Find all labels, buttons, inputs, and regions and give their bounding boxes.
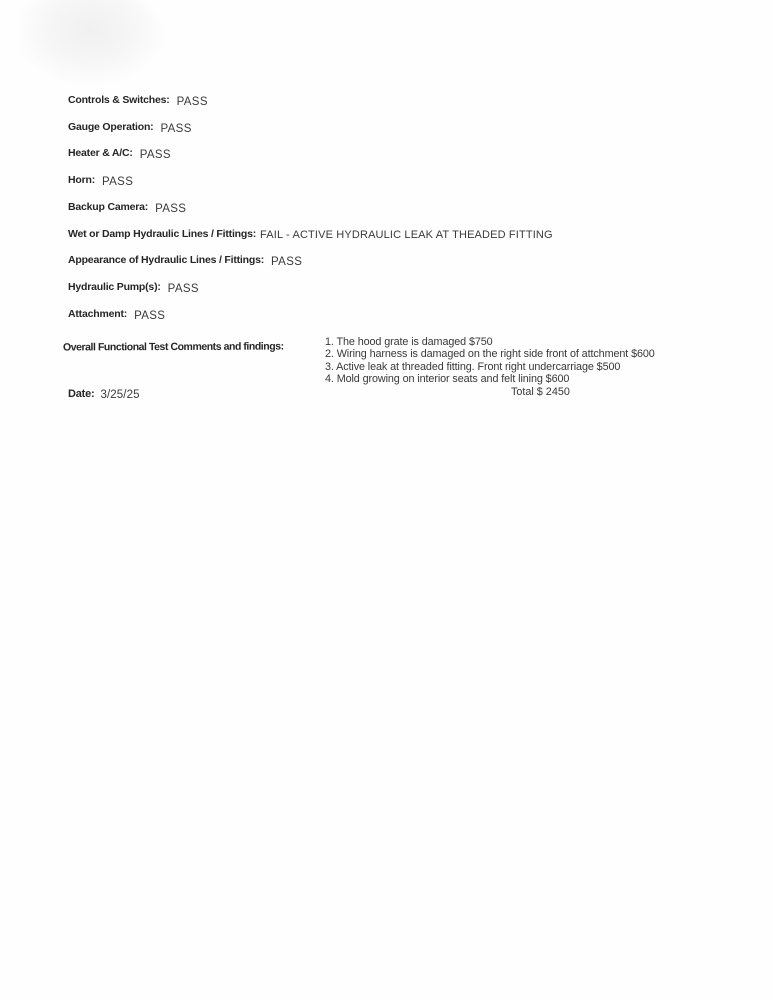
field-row-heater-ac [68,143,171,161]
field-row-appearance-hydraulic-lines [68,250,302,268]
field-label: Backup Camera: [68,201,149,213]
field-row-attachment [68,304,165,322]
field-row-wet-damp-hydraulic-lines [68,224,553,242]
field-label: Hydraulic Pump(s): [68,281,161,293]
comment-item: 4. Mold growing on interior seats and felt lining $600 [325,373,570,386]
field-value: FAIL - ACTIVE HYDRAULIC LEAK AT THEADED FITTING [260,229,553,241]
field-value: PASS [167,282,199,295]
comments-list [325,336,655,386]
field-value: PASS [102,175,134,188]
field-value: PASS [160,122,192,135]
field-label: Heater & A/C: [68,147,133,159]
field-value: PASS [155,202,187,215]
field-value: PASS [176,95,208,108]
field-label: Horn: [68,174,95,186]
comment-item: 3. Active leak at threaded fitting. Front right undercarriage $500 [325,360,621,373]
comment-item: 1. The hood grate is damaged $750 [325,336,493,348]
field-label: Appearance of Hydraulic Lines / Fittings: [68,254,265,266]
field-label: Wet or Damp Hydraulic Lines / Fittings: [68,228,257,240]
date-value: 3/25/25 [100,388,140,401]
field-row-hydraulic-pumps [68,277,199,295]
field-value: PASS [134,309,166,322]
field-value: PASS [271,255,303,268]
field-row-horn [68,170,133,188]
date-row [68,384,140,402]
field-label: Gauge Operation: [68,121,154,133]
field-row-controls-switches [68,90,208,108]
comments-section-label: Overall Functional Test Comments and findings: [62,340,284,354]
field-label: Attachment: [68,308,128,320]
scan-smudge-artifact [18,0,163,84]
field-value: PASS [139,148,171,161]
comments-total: Total $ 2450 [511,386,570,398]
field-label: Controls & Switches: [68,94,170,106]
comment-item: 2. Wiring harness is damaged on the right side front of attchment $600 [325,348,655,361]
field-row-backup-camera [68,197,186,215]
field-row-gauge-operation [68,117,192,135]
date-label: Date: [68,388,95,400]
